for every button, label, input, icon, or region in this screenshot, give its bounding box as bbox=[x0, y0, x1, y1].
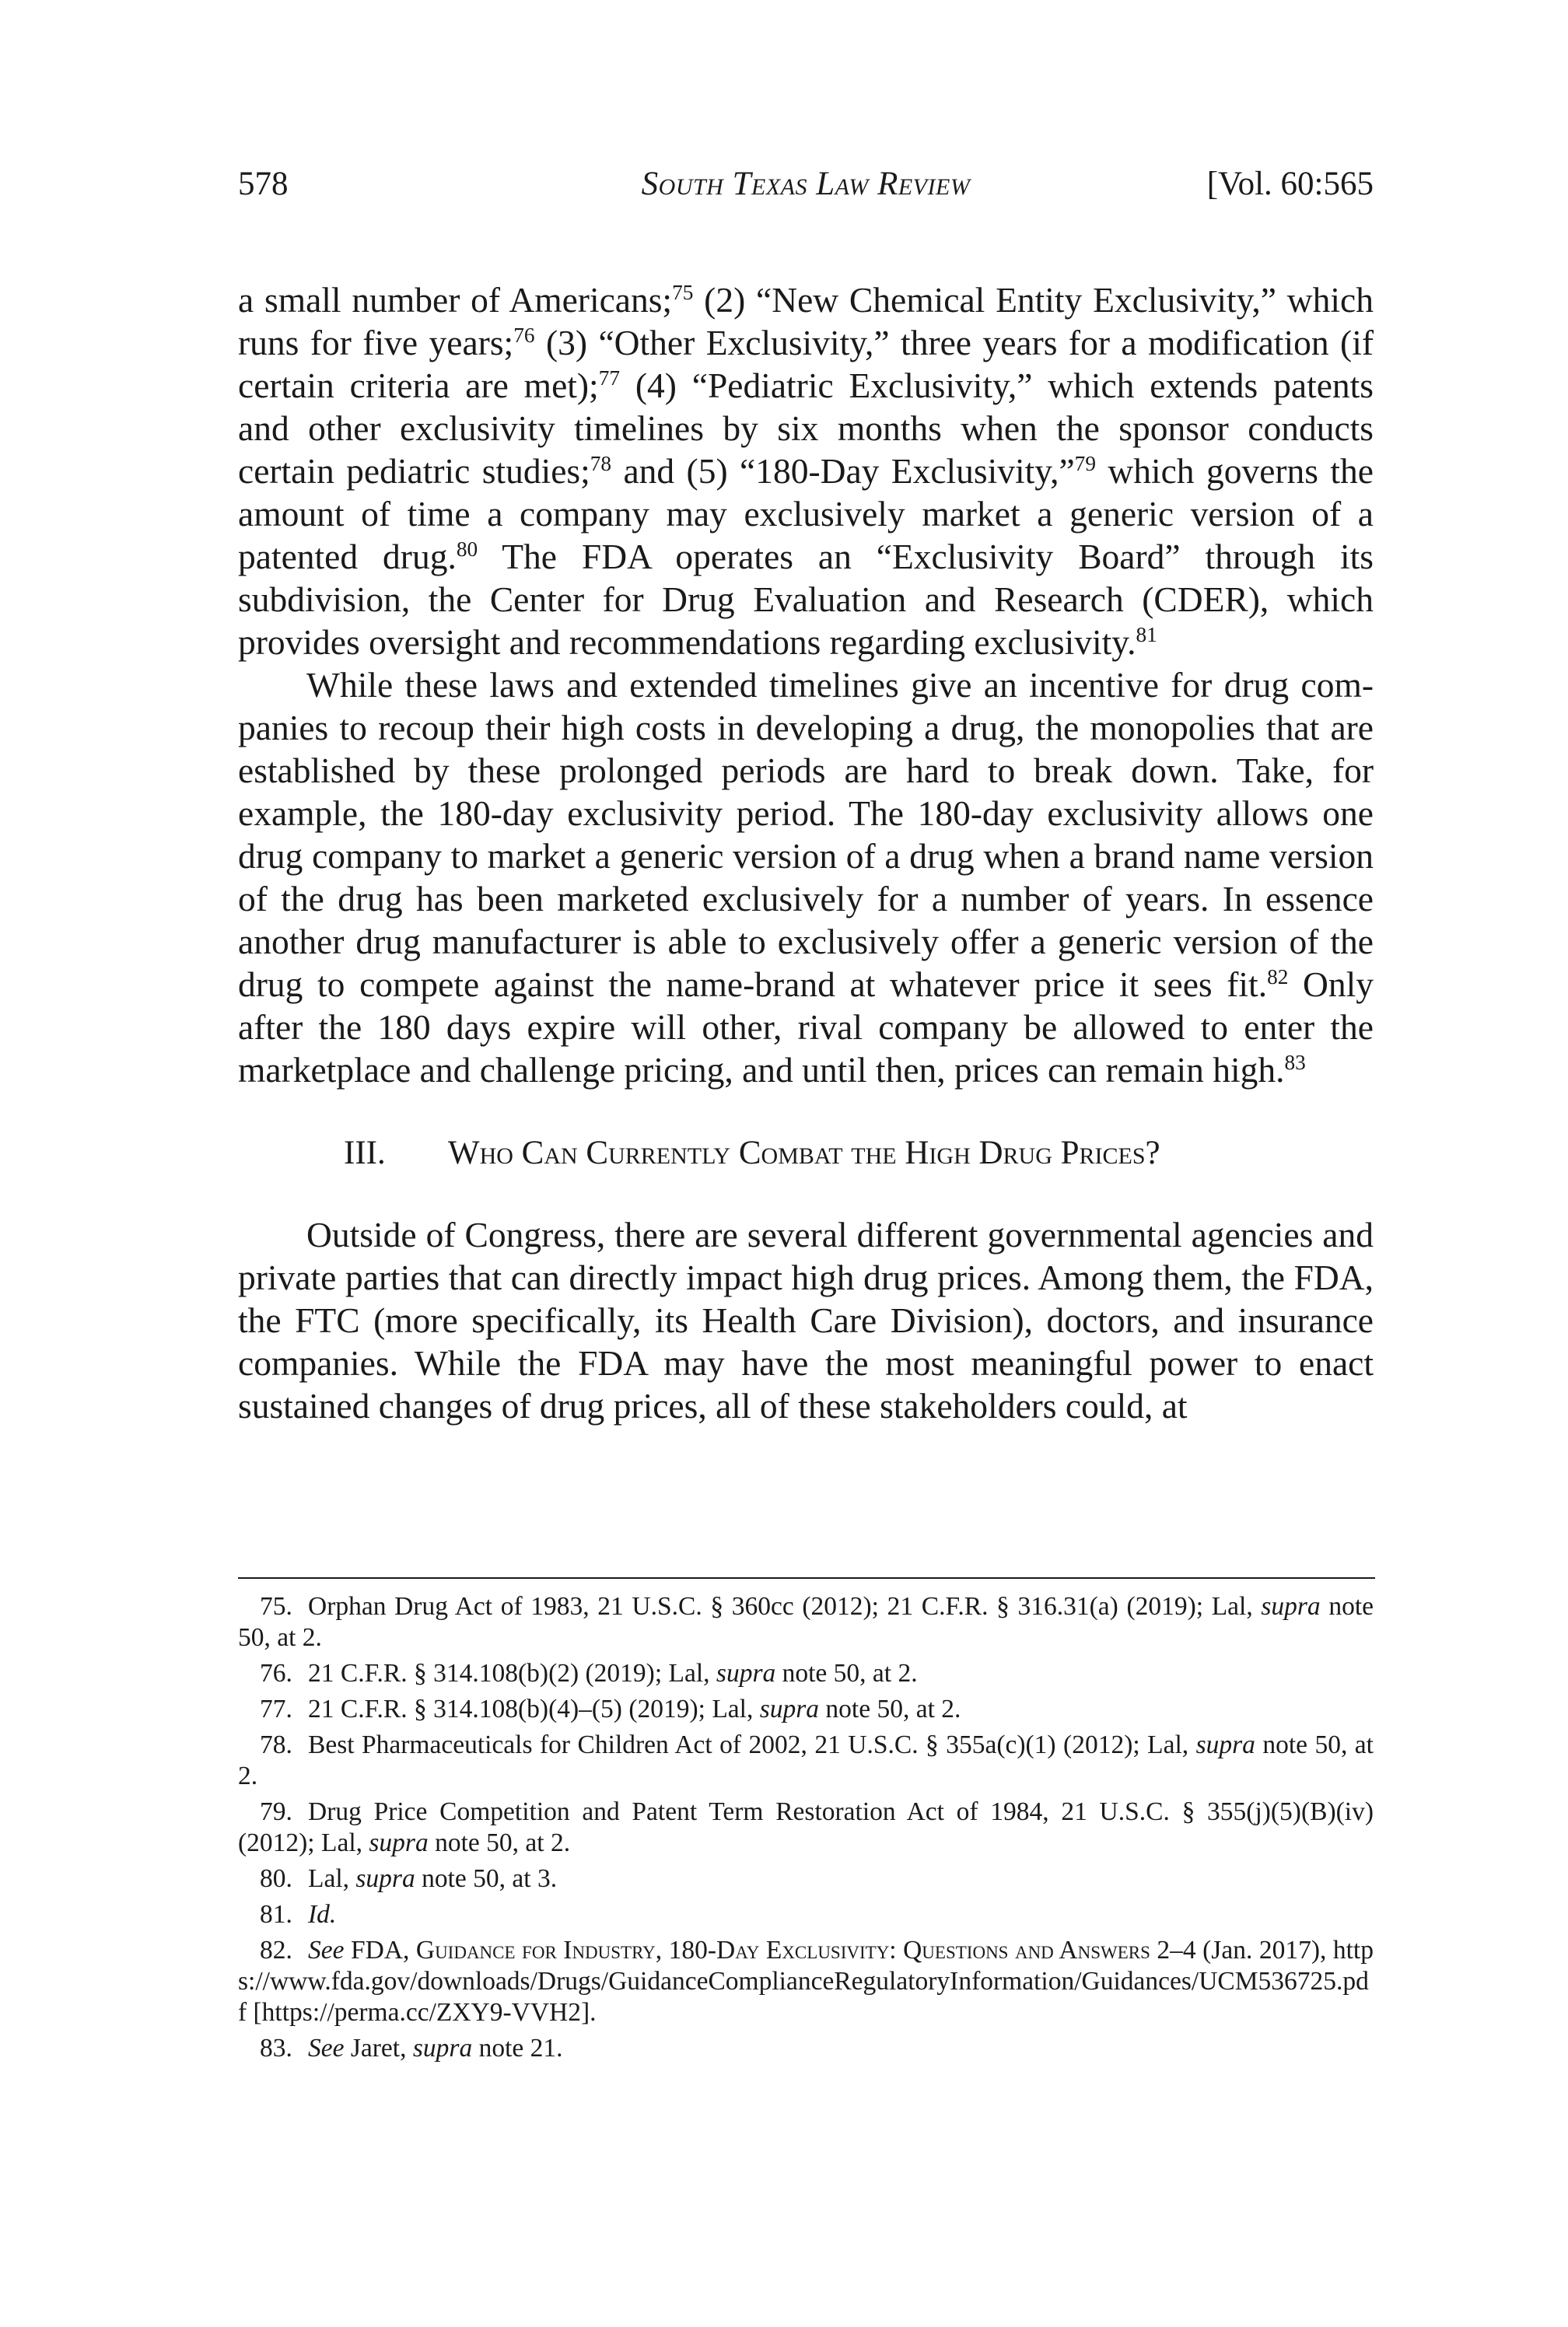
italic-run: supra bbox=[1261, 1592, 1321, 1621]
italic-run: See bbox=[308, 1936, 345, 1965]
text-run: note 21. bbox=[472, 2034, 563, 2063]
footnote-divider bbox=[238, 1577, 1375, 1579]
text-run: (3) “Other Exclusivity,” three years for a modification (if certain criteria are met); bbox=[238, 323, 1374, 405]
italic-run: See bbox=[308, 2034, 345, 2063]
volume-citation: [Vol. 60:565 bbox=[1206, 166, 1374, 202]
italic-run: supra bbox=[716, 1659, 776, 1688]
text-run: The FDA operates an “Exclusivity Board” through its subdivision, the Center for Drug Evaluation and Research (CDER), which provides oversight and recommendations regarding exclusivity. bbox=[238, 537, 1374, 662]
italic-run: Id. bbox=[308, 1900, 337, 1929]
running-header bbox=[238, 165, 1374, 212]
text-run: 21 C.F.R. § 314.108(b)(2) (2019); Lal, bbox=[308, 1659, 716, 1688]
paragraph-2 bbox=[238, 663, 1374, 1091]
footnote-ref-81[interactable]: 81 bbox=[1136, 622, 1157, 646]
page-number: 578 bbox=[238, 166, 289, 202]
footnote-number: 77. bbox=[260, 1695, 292, 1723]
footnote-number: 81. bbox=[260, 1900, 292, 1929]
text-run: note 50, at 2. bbox=[819, 1695, 961, 1723]
footnote-number: 83. bbox=[260, 2034, 292, 2063]
text-run: a small number of Americans; bbox=[238, 280, 673, 320]
footnote-number: 80. bbox=[260, 1864, 292, 1893]
journal-title: South Texas Law Review bbox=[641, 166, 971, 202]
section-title: Who Can Currently Combat the High Drug Prices? bbox=[448, 1135, 1160, 1171]
section-number: III. bbox=[344, 1135, 386, 1171]
small-caps-title: Guidance for Industry, 180-Day Exclusivity: Questions and Answers bbox=[415, 1936, 1150, 1965]
footnote-ref-82[interactable]: 82 bbox=[1267, 964, 1289, 989]
footnote-79 bbox=[238, 1797, 1374, 1859]
footnote-83 bbox=[238, 2033, 1374, 2064]
footnote-number: 78. bbox=[260, 1730, 292, 1759]
footnote-ref-78[interactable]: 78 bbox=[590, 451, 612, 475]
footnote-number: 75. bbox=[260, 1592, 292, 1621]
text-run: Only after the 180 days expire will other, rival company be allowed to enter the marketplace and challenge pricing, and until then, prices can remain high. bbox=[238, 964, 1374, 1090]
text-run: which governs the amount of time a company may exclusively market a generic version of a patented drug. bbox=[238, 451, 1374, 576]
footnote-ref-79[interactable]: 79 bbox=[1074, 451, 1096, 475]
footnote-75 bbox=[238, 1591, 1374, 1653]
text-run: note 50, at 2. bbox=[238, 1592, 1374, 1652]
footnote-78 bbox=[238, 1730, 1374, 1792]
section-heading bbox=[238, 1132, 1374, 1174]
text-run: Lal, bbox=[308, 1864, 356, 1893]
text-run: Drug Price Competition and Patent Term Restoration Act of 1984, 21 U.S.C. § 355(j)(5)(B)(iv) (2012); Lal, bbox=[238, 1797, 1374, 1857]
text-run: (2) “New Chemical Entity Exclusivity,” which runs for five years; bbox=[238, 280, 1374, 362]
text-run: Outside of Congress, there are several different governmental agencies and private parties that can directly impact high drug prices. Among them, the FDA, the FTC (more specifically, its Health Care Division), doctors, and insurance companies. While the FDA may have the most meaningful power to enact sustained changes of drug prices, all of these stakeholders could, at bbox=[238, 1215, 1374, 1426]
italic-run: supra bbox=[1195, 1730, 1255, 1759]
body-text bbox=[238, 278, 1374, 1427]
text-run: Best Pharmaceuticals for Children Act of 2002, 21 U.S.C. § 355a(c)(1) (2012); Lal, bbox=[308, 1730, 1196, 1759]
italic-run: supra bbox=[355, 1864, 415, 1893]
footnote-number: 82. bbox=[260, 1936, 292, 1965]
text-run: 21 C.F.R. § 314.108(b)(4)–(5) (2019); Lal, bbox=[308, 1695, 760, 1723]
text-run: FDA, bbox=[344, 1936, 416, 1965]
text-run: Orphan Drug Act of 1983, 21 U.S.C. § 360cc (2012); 21 C.F.R. § 316.31(a) (2019); Lal, bbox=[308, 1592, 1262, 1621]
text-run: [https://perma.cc/ZXY9-VVH2]. bbox=[247, 1998, 597, 2027]
footnote-ref-80[interactable]: 80 bbox=[456, 537, 478, 561]
italic-run: supra bbox=[412, 2034, 473, 2063]
footnote-ref-75[interactable]: 75 bbox=[672, 280, 694, 304]
text-run: note 50, at 2. bbox=[238, 1730, 1374, 1790]
footnote-76 bbox=[238, 1658, 1374, 1689]
text-run: and (5) “180-Day Exclusivity,” bbox=[611, 451, 1075, 491]
footnote-number: 76. bbox=[260, 1659, 292, 1688]
source-link[interactable]: https://www.fda.gov/downloads/Drugs/GuidanceComplianceRegulatoryInformation/Guidances/UCM536725.pdf bbox=[238, 1936, 1374, 2027]
footnote-ref-77[interactable]: 77 bbox=[598, 366, 620, 390]
text-run: note 50, at 2. bbox=[428, 1828, 571, 1857]
paragraph-1 bbox=[238, 278, 1374, 663]
footnote-number: 79. bbox=[260, 1797, 292, 1826]
footnotes bbox=[238, 1591, 1374, 2069]
footnote-80 bbox=[238, 1863, 1374, 1895]
text-run: note 50, at 2. bbox=[775, 1659, 918, 1688]
footnote-81 bbox=[238, 1899, 1374, 1930]
footnote-ref-83[interactable]: 83 bbox=[1284, 1050, 1306, 1074]
italic-run: supra bbox=[759, 1695, 820, 1723]
italic-run: supra bbox=[369, 1828, 429, 1857]
text-run: While these laws and extended timelines give an incentive for drug companies to recoup their high costs in developing a drug, the monopolies that are established by these prolonged periods are hard to break down. Take, for example, the 180-day exclusivity period. The 180-day exclusivity allows one drug company to market a generic version of a drug when a brand name version of the drug has been marketed exclusively for a number of years. In essence another drug manufacturer is able to exclusively offer a generic version of the drug to compete against the name-brand at whatever price it sees fit. bbox=[238, 665, 1374, 1004]
text-run: Jaret, bbox=[344, 2034, 413, 2063]
footnote-77 bbox=[238, 1694, 1374, 1725]
paragraph-3 bbox=[238, 1213, 1374, 1427]
text-run: note 50, at 3. bbox=[415, 1864, 558, 1893]
footnote-ref-76[interactable]: 76 bbox=[513, 323, 535, 347]
text-run: (4) “Pediatric Exclusivity,” which extends patents and other exclusivity timelines by six months when the sponsor conducts certain pediatric studies; bbox=[238, 366, 1374, 491]
footnote-82 bbox=[238, 1935, 1374, 2028]
text-run: 2–4 (Jan. 2017), bbox=[1150, 1936, 1333, 1965]
